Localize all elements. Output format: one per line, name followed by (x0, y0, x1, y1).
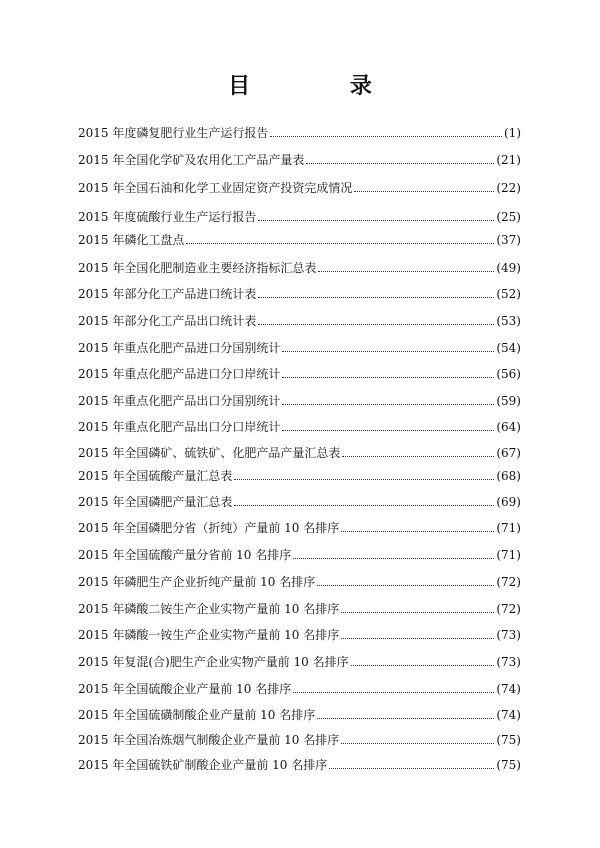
toc-entry-title: 2015 年全国硫酸产量分省前 10 名排序 (78, 548, 292, 562)
dot-leader (341, 638, 494, 639)
toc-entry[interactable] (78, 312, 521, 330)
toc-entry-page: (22) (496, 181, 521, 195)
toc-entry[interactable] (78, 444, 521, 462)
toc-entry-title: 2015 年全国硫酸企业产量前 10 名排序 (78, 682, 292, 696)
dot-leader (282, 430, 494, 431)
toc-entry-title: 2015 年重点化肥产品出口分国别统计 (78, 394, 281, 408)
toc-entry[interactable] (78, 179, 521, 197)
toc-entry-title: 2015 年部分化工产品出口统计表 (78, 314, 257, 328)
toc-entry-page: (56) (496, 367, 521, 381)
dot-leader (293, 692, 494, 693)
toc-entry-title: 2015 年磷酸一铵生产企业实物产量前 10 名排序 (78, 628, 340, 642)
toc-entry-page: (75) (496, 733, 521, 747)
toc-entry[interactable] (78, 493, 521, 511)
toc-entry[interactable] (78, 339, 521, 357)
dot-leader (341, 612, 494, 613)
toc-entry-title: 2015 年重点化肥产品进口分口岸统计 (78, 367, 281, 381)
dot-leader (282, 404, 494, 405)
dot-leader (354, 191, 494, 192)
toc-entry-page: (37) (496, 233, 521, 247)
dot-leader (317, 585, 494, 586)
dot-leader (258, 297, 494, 298)
toc-entry[interactable] (78, 680, 521, 698)
dot-leader (341, 743, 494, 744)
toc-entry[interactable] (78, 124, 521, 142)
dot-leader (342, 456, 494, 457)
dot-leader (293, 558, 494, 559)
toc-entry-page: (69) (496, 495, 521, 509)
dot-leader (282, 377, 494, 378)
toc-entry-title: 2015 年全国硫磺制酸企业产量前 10 名排序 (78, 708, 316, 722)
toc-entry-title: 2015 年全国硫铁矿制酸企业产量前 10 名排序 (78, 758, 328, 772)
toc-entry[interactable] (78, 756, 521, 774)
toc-entry[interactable] (78, 231, 521, 249)
toc-entry-title: 2015 年度磷复肥行业生产运行报告 (78, 126, 269, 140)
toc-entry-page: (75) (496, 758, 521, 772)
toc-entry-page: (71) (496, 548, 521, 562)
toc-entry-page: (74) (496, 708, 521, 722)
dot-leader (317, 718, 494, 719)
toc-entry-title: 2015 年全国硫酸产量汇总表 (78, 469, 233, 483)
toc-entry[interactable] (78, 706, 521, 724)
dot-leader (329, 768, 494, 769)
toc-entry[interactable] (78, 208, 521, 226)
page-title: 目 录 (228, 74, 418, 99)
toc-entry-title: 2015 年度硫酸行业生产运行报告 (78, 210, 257, 224)
dot-leader (306, 163, 494, 164)
toc-entry[interactable] (78, 365, 521, 383)
dot-leader (282, 351, 494, 352)
toc-entry-page: (52) (496, 287, 521, 301)
dot-leader (270, 136, 502, 137)
toc-entry-title: 2015 年磷化工盘点 (78, 233, 185, 247)
toc-entry-title: 2015 年部分化工产品进口统计表 (78, 287, 257, 301)
toc-entry[interactable] (78, 392, 521, 410)
dot-leader (341, 531, 494, 532)
toc-entry-page: (72) (496, 575, 521, 589)
toc-entry-page: (73) (496, 655, 521, 669)
dot-leader (318, 271, 494, 272)
toc-entry[interactable] (78, 731, 521, 749)
toc-entry-page: (72) (496, 602, 521, 616)
toc-entry-page: (25) (496, 210, 521, 224)
toc-entry-page: (53) (496, 314, 521, 328)
toc-entry-title: 2015 年全国冶炼烟气制酸企业产量前 10 名排序 (78, 733, 340, 747)
toc-entry[interactable] (78, 467, 521, 485)
toc-entry-title: 2015 年全国磷肥产量汇总表 (78, 495, 233, 509)
dot-leader (258, 324, 494, 325)
toc-entry-title: 2015 年重点化肥产品进口分国别统计 (78, 341, 281, 355)
dot-leader (351, 665, 495, 666)
toc-entry-page: (67) (496, 446, 521, 460)
toc-entry-title: 2015 年磷肥生产企业折纯产量前 10 名排序 (78, 575, 316, 589)
toc-entry-page: (1) (504, 126, 521, 140)
toc-entry-page: (71) (496, 521, 521, 535)
toc-entry-title: 2015 年磷酸二铵生产企业实物产量前 10 名排序 (78, 602, 340, 616)
toc-entry-title: 2015 年重点化肥产品出口分口岸统计 (78, 420, 281, 434)
toc-entry-page: (74) (496, 682, 521, 696)
toc-entry-title: 2015 年全国石油和化学工业固定资产投资完成情况 (78, 181, 353, 195)
toc-entry-page: (64) (496, 420, 521, 434)
toc-entry[interactable] (78, 259, 521, 277)
toc-entry-page: (49) (496, 261, 521, 275)
toc-entry-title: 2015 年全国磷肥分省（折纯）产量前 10 名排序 (78, 521, 340, 535)
toc-entry[interactable] (78, 546, 521, 564)
toc-entry[interactable] (78, 600, 521, 618)
toc-entry-title: 2015 年全国化学矿及农用化工产品产量表 (78, 153, 305, 167)
dot-leader (234, 479, 494, 480)
dot-leader (234, 505, 494, 506)
toc-entry-title: 2015 年复混(合)肥生产企业实物产量前 10 名排序 (78, 655, 349, 669)
dot-leader (258, 220, 494, 221)
toc-entry-title: 2015 年全国磷矿、硫铁矿、化肥产品产量汇总表 (78, 446, 341, 460)
toc-entry-page: (21) (496, 153, 521, 167)
toc-entry[interactable] (78, 519, 521, 537)
toc-entry[interactable] (78, 626, 521, 644)
toc-entry-page: (59) (496, 394, 521, 408)
dot-leader (186, 243, 494, 244)
toc-entry-page: (73) (496, 628, 521, 642)
toc-entry-page: (54) (496, 341, 521, 355)
toc-entry-page: (68) (496, 469, 521, 483)
toc-entry[interactable] (78, 285, 521, 303)
toc-entry[interactable] (78, 653, 521, 671)
toc-entry[interactable] (78, 573, 521, 591)
toc-entry[interactable] (78, 418, 521, 436)
toc-entry-title: 2015 年全国化肥制造业主要经济指标汇总表 (78, 261, 317, 275)
toc-entry[interactable] (78, 151, 521, 169)
